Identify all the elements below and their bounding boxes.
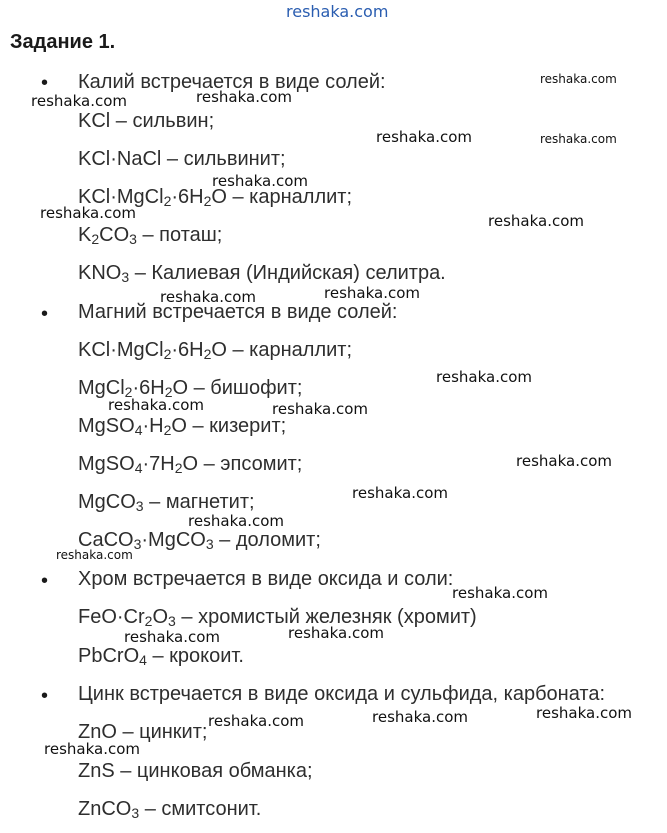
formula-line (78, 760, 313, 783)
formula-text: – доломит; (213, 529, 321, 551)
subscript: 4 (134, 460, 143, 476)
watermark: reshaka.com (436, 368, 532, 386)
heading-potassium: Калий встречается в виде солей: (78, 71, 386, 93)
watermark: reshaka.com (56, 548, 133, 562)
formula-text: ZnO – цинкит; (78, 721, 208, 743)
formula-text: ZnCO (78, 798, 132, 820)
watermark: reshaka.com (212, 172, 308, 190)
formula-text: CaCO (78, 529, 134, 551)
watermark: reshaka.com (288, 624, 384, 642)
formula-line (78, 415, 286, 438)
formula-line (78, 453, 302, 476)
formula-text: ·H (142, 415, 164, 437)
formula-text: – хромистый железняк (хромит) (175, 606, 477, 628)
heading-chromium: Хром встречается в виде оксида и соли: (78, 568, 454, 590)
watermark: reshaka.com (272, 400, 368, 418)
formula-text: – магнетит; (143, 491, 255, 513)
subscript: 3 (133, 536, 142, 552)
task-title: Задание 1. (10, 31, 116, 53)
formula-text: ·MgCO (141, 529, 206, 551)
subscript: 3 (205, 536, 214, 552)
watermark: reshaka.com (31, 92, 127, 110)
formula-text: ·7H (142, 453, 175, 475)
subscript: 2 (163, 193, 172, 209)
formula-line (78, 606, 477, 629)
formula-text: – смитсонит. (139, 798, 262, 820)
formula-text: MgSO (78, 453, 135, 475)
formula-text: KNO (78, 262, 122, 284)
watermark: reshaka.com (488, 212, 584, 230)
subscript: 3 (121, 269, 130, 285)
formula-line (78, 148, 286, 171)
formula-text: – крокоит. (146, 645, 244, 667)
watermark: reshaka.com (376, 128, 472, 146)
formula-line (78, 491, 255, 514)
watermark: reshaka.com (372, 708, 468, 726)
subscript: 3 (129, 231, 137, 247)
formula-line (78, 110, 214, 133)
subscript: 4 (139, 652, 147, 668)
formula-text: PbCrO (78, 645, 140, 667)
watermark: reshaka.com (188, 512, 284, 530)
watermark: reshaka.com (40, 204, 136, 222)
watermark: reshaka.com (160, 288, 256, 306)
subscript: 3 (135, 498, 144, 514)
watermark-top[interactable]: reshaka.com (286, 2, 389, 21)
watermark: reshaka.com (108, 396, 204, 414)
watermark: reshaka.com (324, 284, 420, 302)
formula-text: CO (99, 224, 130, 246)
subscript: 2 (91, 231, 100, 247)
formula-text: O – кизерит; (171, 415, 287, 437)
watermark: reshaka.com (208, 712, 304, 730)
watermark: reshaka.com (44, 740, 140, 758)
subscript: 2 (164, 384, 173, 400)
watermark: reshaka.com (536, 704, 632, 722)
formula-text: O – бишофит; (172, 377, 303, 399)
formula-text: MgCO (78, 491, 136, 513)
formula-text: ZnS – цинковая обманка; (78, 760, 313, 782)
formula-text: – Калиевая (Индийская) селитра. (129, 262, 446, 284)
heading-zinc: Цинк встречается в виде оксида и сульфида, карбоната: (78, 683, 606, 705)
watermark: reshaka.com (540, 132, 617, 146)
formula-text: O – карналлит; (211, 339, 353, 361)
formula-text: – поташ; (136, 224, 223, 246)
formula-text: KCl·MgCl (78, 186, 164, 208)
formula-text: ·6H (171, 186, 204, 208)
formula-text: K (78, 224, 92, 246)
bullet-potassium: • (41, 72, 49, 94)
watermark: reshaka.com (124, 628, 220, 646)
heading-magnesium: Магний встречается в виде солей: (78, 301, 398, 323)
subscript: 2 (163, 346, 172, 362)
formula-text: O (152, 606, 169, 628)
bullet-magnesium: • (41, 303, 49, 325)
formula-text: KCl – сильвин; (78, 110, 215, 132)
subscript: 2 (144, 613, 153, 629)
formula-text: KCl·MgCl (78, 339, 164, 361)
bullet-chromium: • (41, 570, 49, 592)
formula-line (78, 224, 222, 247)
formula-text: O – эпсомит; (182, 453, 303, 475)
subscript: 3 (168, 613, 176, 629)
watermark: reshaka.com (516, 452, 612, 470)
subscript: 3 (131, 805, 140, 821)
formula-text: ·6H (171, 339, 204, 361)
formula-text: KCl·NaCl – сильвинит; (78, 148, 286, 170)
formula-text: O – карналлит; (211, 186, 353, 208)
formula-text: FeO·Cr (78, 606, 145, 628)
formula-line (78, 798, 261, 821)
subscript: 2 (163, 422, 172, 438)
formula-text: MgSO (78, 415, 135, 437)
formula-text: ·6H (132, 377, 165, 399)
formula-line (78, 339, 352, 362)
formula-line (78, 645, 244, 668)
subscript: 2 (203, 346, 212, 362)
watermark: reshaka.com (196, 88, 292, 106)
formula-line (78, 262, 446, 285)
subscript: 2 (124, 384, 133, 400)
watermark: reshaka.com (452, 584, 548, 602)
subscript: 4 (134, 422, 143, 438)
bullet-zinc: • (41, 685, 49, 707)
subscript: 2 (174, 460, 183, 476)
watermark: reshaka.com (540, 72, 617, 86)
watermark: reshaka.com (352, 484, 448, 502)
formula-text: MgCl (78, 377, 125, 399)
subscript: 2 (203, 193, 212, 209)
